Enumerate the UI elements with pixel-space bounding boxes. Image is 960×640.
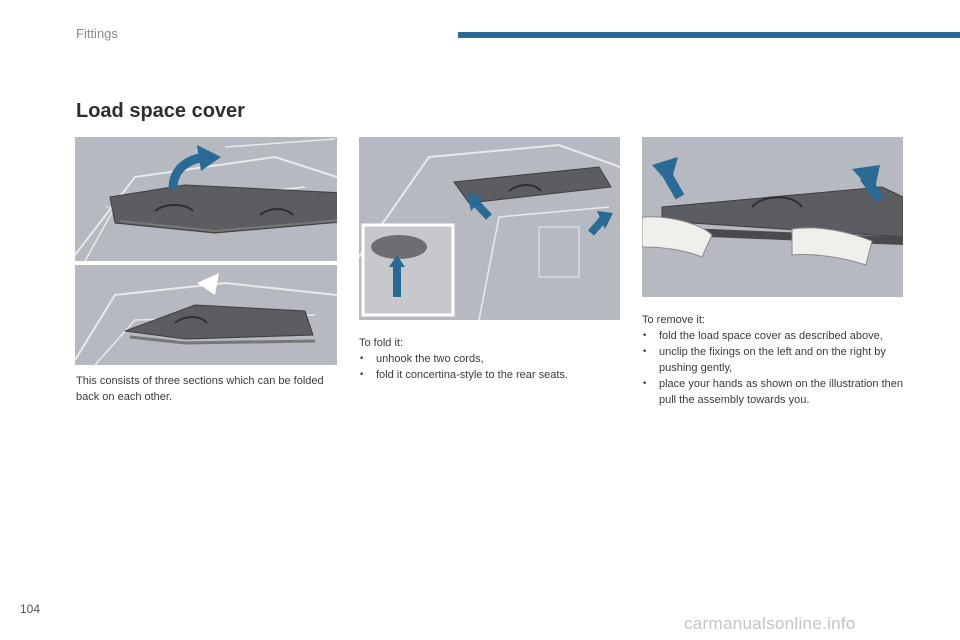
watermark: carmanualsonline.info (684, 614, 856, 633)
bullet-icon: • (642, 347, 648, 357)
column1-text-block (76, 373, 338, 405)
illustration-cover-folding-up (75, 137, 337, 261)
bullet-icon: • (642, 379, 648, 389)
list-item: • unclip the fixings on the left and on the right by pushing gently, (642, 346, 886, 374)
bullet-icon: • (359, 370, 365, 380)
section-heading: Fittings (76, 26, 118, 41)
column1-paragraph: This consists of three sections which can be folded back on each other. (76, 375, 324, 403)
list-item: • unhook the two cords, (359, 353, 484, 365)
column3-text-block (642, 312, 904, 408)
bullet-icon: • (642, 331, 648, 341)
column2-text-block (359, 335, 621, 383)
illustration-cover-folded (75, 265, 337, 365)
page-number: 104 (20, 602, 41, 616)
illustration-unhook-cords (359, 137, 620, 320)
column2-intro: To fold it: (359, 337, 404, 349)
header-accent-bar (458, 32, 960, 38)
column3-intro: To remove it: (642, 314, 705, 326)
list-item: • place your hands as shown on the illustration then pull the assembly towards you. (642, 378, 903, 406)
bullet-icon: • (359, 354, 365, 364)
list-item: • fold it concertina-style to the rear seats. (359, 369, 568, 381)
page-title: Load space cover (76, 100, 245, 122)
illustration-remove-cover (642, 137, 903, 297)
list-item: • fold the load space cover as described above, (642, 330, 883, 342)
